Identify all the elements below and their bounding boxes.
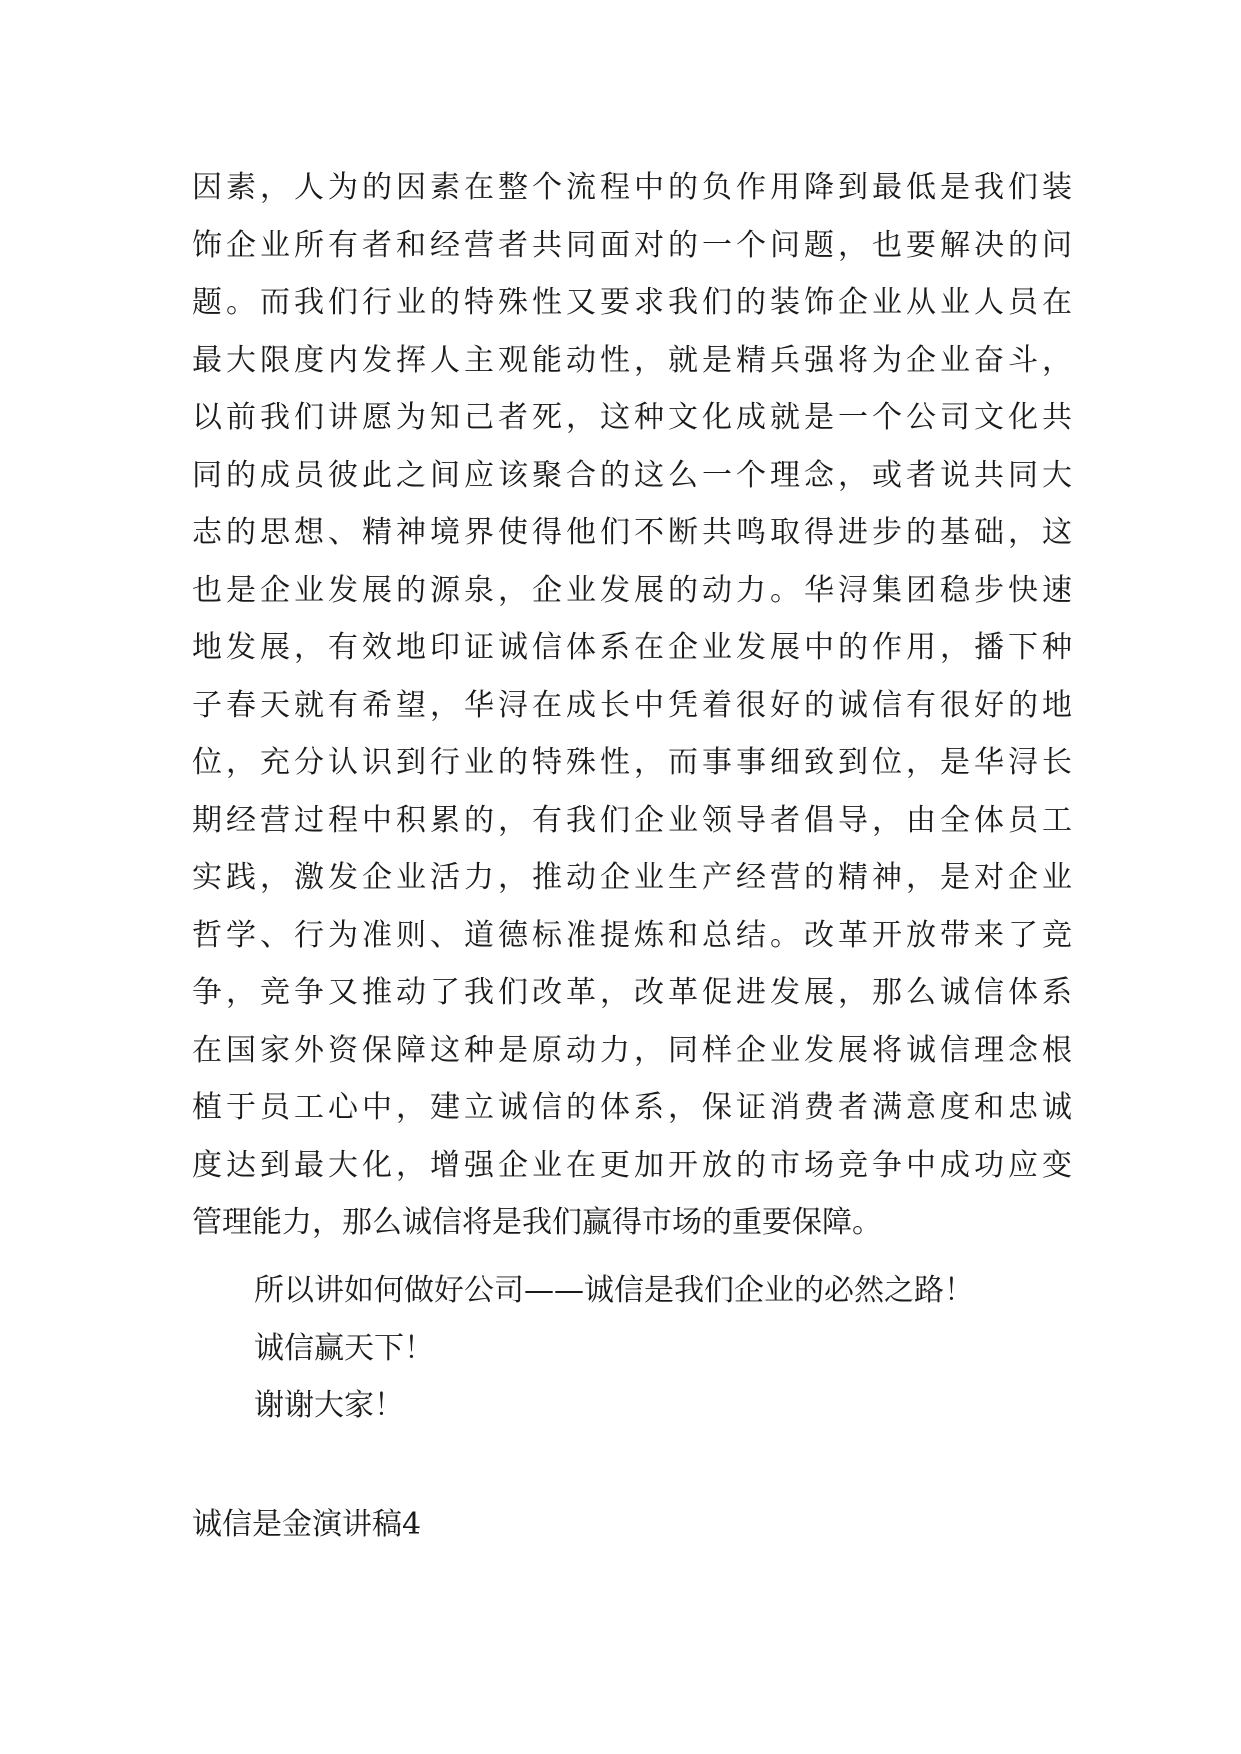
- paragraph-line: 同的成员彼此之间应该聚合的这么一个理念，或者说共同大: [192, 457, 1072, 493]
- next-section-title: 诚信是金演讲稿4: [192, 1507, 422, 1542]
- paragraph-line: 题。而我们行业的特殊性又要求我们的装饰企业从业人员在: [192, 285, 1072, 320]
- paragraph-line-last: 管理能力，那么诚信将是我们赢得市场的重要保障。: [192, 1205, 882, 1240]
- paragraph-line: 也是企业发展的源泉，企业发展的动力。华浔集团稳步快速: [192, 572, 1072, 608]
- paragraph-line: 哲学、行为准则、道德标准提炼和总结。改革开放带来了竞: [192, 917, 1072, 953]
- paragraph-line: 在国家外资保障这种是原动力，同样企业发展将诚信理念根: [192, 1032, 1072, 1068]
- closing-remarks: [254, 1262, 974, 1435]
- paragraph-line: 因素，人为的因素在整个流程中的负作用降到最低是我们装: [192, 170, 1072, 205]
- speech-paragraph: [192, 159, 1072, 1252]
- closing-line-thanks: 谢谢大家！: [254, 1388, 404, 1423]
- paragraph-line: 实践，激发企业活力，推动企业生产经营的精神，是对企业: [192, 860, 1072, 895]
- closing-line-slogan: 诚信赢天下！: [254, 1330, 434, 1366]
- paragraph-line: 期经营过程中积累的，有我们企业领导者倡导，由全体员工: [192, 802, 1072, 838]
- paragraph-line: 饰企业所有者和经营者共同面对的一个问题，也要解决的问: [192, 227, 1072, 263]
- paragraph-line: 志的思想、精神境界使得他们不断共鸣取得进步的基础，这: [192, 515, 1072, 550]
- paragraph-line: 争，竞争又推动了我们改革，改革促进发展，那么诚信体系: [192, 975, 1072, 1010]
- paragraph-line: 植于员工心中，建立诚信的体系，保证消费者满意度和忠诚: [192, 1090, 1072, 1125]
- paragraph-line: 地发展，有效地印证诚信体系在企业发展中的作用，播下种: [192, 630, 1072, 665]
- paragraph-line: 度达到最大化，增强企业在更加开放的市场竞争中成功应变: [192, 1147, 1072, 1183]
- paragraph-line: 子春天就有希望，华浔在成长中凭着很好的诚信有很好的地: [192, 687, 1072, 723]
- paragraph-line: 以前我们讲愿为知己者死，这种文化成就是一个公司文化共: [192, 400, 1072, 435]
- paragraph-line: 最大限度内发挥人主观能动性，就是精兵强将为企业奋斗，: [192, 342, 1072, 378]
- closing-line-conclusion: 所以讲如何做好公司——诚信是我们企业的必然之路！: [254, 1273, 974, 1308]
- paragraph-line: 位，充分认识到行业的特殊性，而事事细致到位，是华浔长: [192, 745, 1072, 780]
